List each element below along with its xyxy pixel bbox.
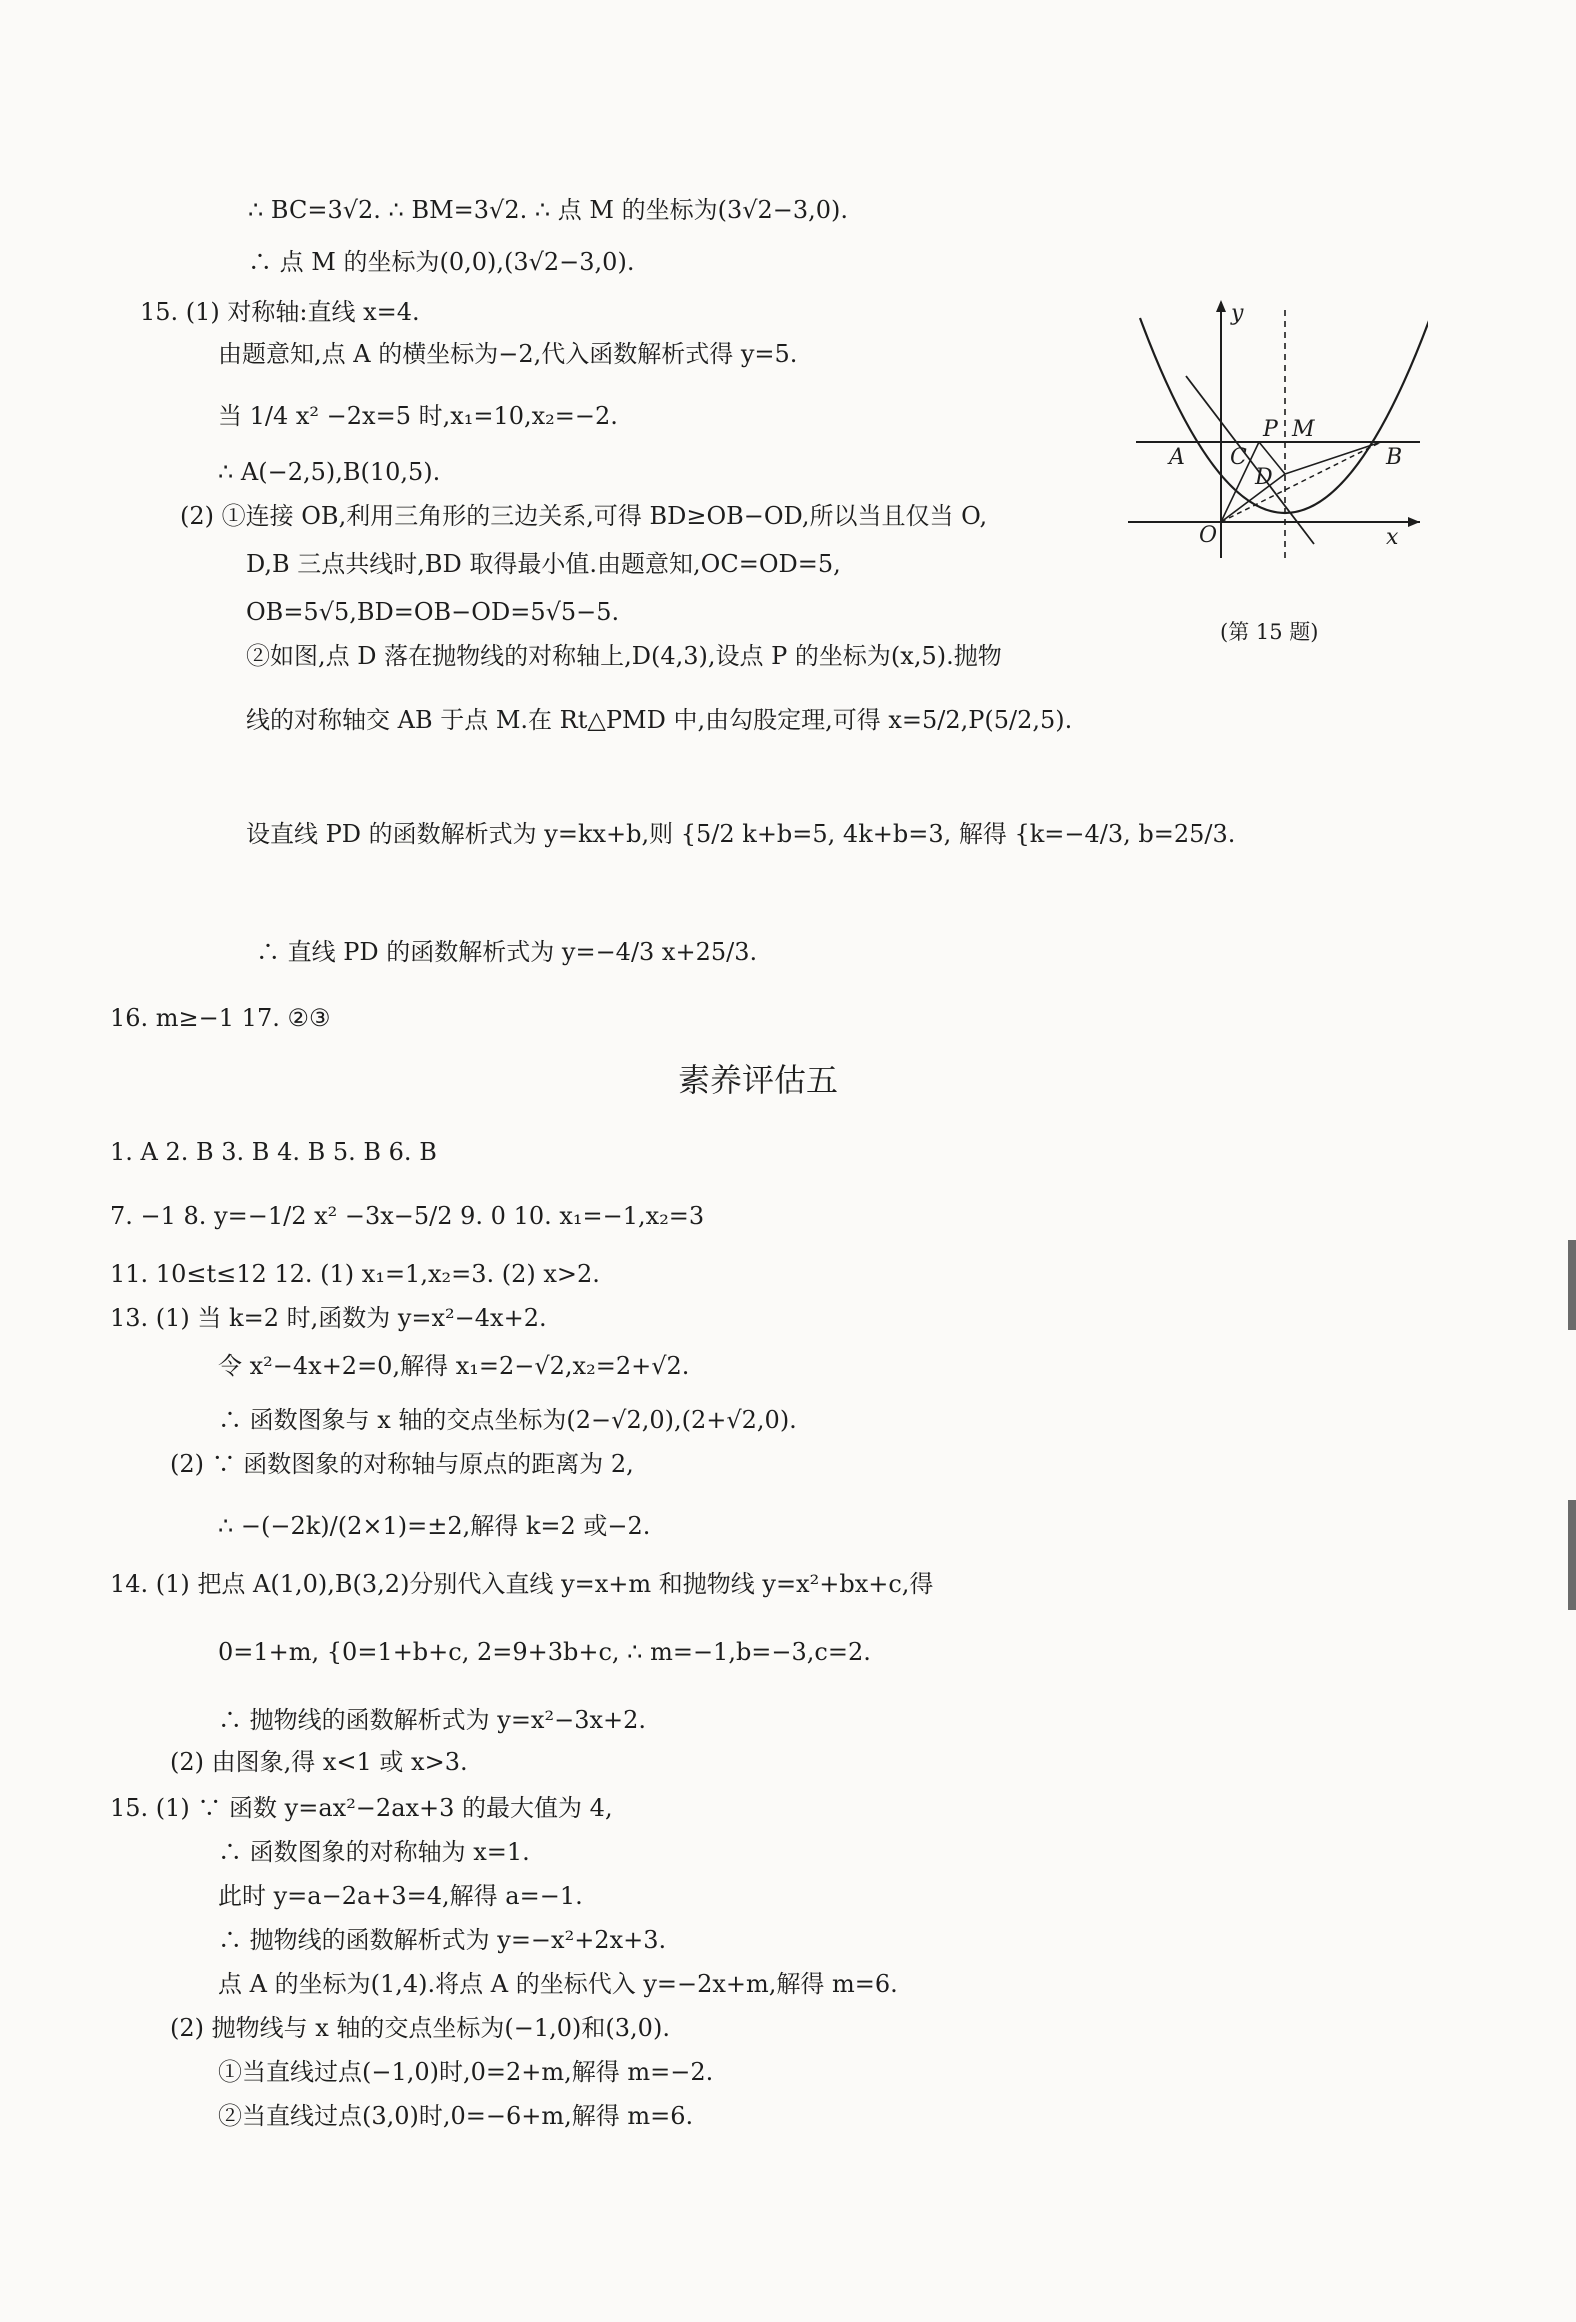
text-line: 11. 10≤t≤12 12. (1) x₁=1,x₂=3. (2) x>2. [110,1260,600,1288]
x-axis-arrow [1408,517,1420,527]
text-line: (2) ∵ 函数图象的对称轴与原点的距离为 2, [170,1450,634,1478]
segment-od [1221,474,1285,522]
section-title: 素养评估五 [678,1061,839,1099]
text-line: 此时 y=a−2a+3=4,解得 a=−1. [218,1882,583,1910]
text-line: 16. m≥−1 17. ②③ [110,1004,331,1032]
text-line: (2) ①连接 OB,利用三角形的三边关系,可得 BD≥OB−OD,所以当且仅当 O, [180,502,988,530]
label-m: M [1292,417,1315,442]
text-line: ∴ 函数图象与 x 轴的交点坐标为(2−√2,0),(2+√2,0). [218,1406,797,1434]
text-line: ②当直线过点(3,0)时,0=−6+m,解得 m=6. [218,2102,694,2130]
label-c: C [1230,445,1247,470]
scan-edge-mark [1568,1240,1576,1330]
label-o: O [1199,523,1218,548]
text-line: (2) 抛物线与 x 轴的交点坐标为(−1,0)和(3,0). [170,2014,670,2042]
text-line: (2) 由图象,得 x<1 或 x>3. [170,1748,468,1776]
text-line: 13. (1) 当 k=2 时,函数为 y=x²−4x+2. [110,1304,547,1332]
figure-caption: (第 15 题) [1220,620,1319,644]
text-line: 令 x²−4x+2=0,解得 x₁=2−√2,x₂=2+√2. [218,1352,690,1380]
text-line: ∴ −(−2k)/(2×1)=±2,解得 k=2 或−2. [218,1512,651,1540]
text-line: 点 A 的坐标为(1,4).将点 A 的坐标代入 y=−2x+m,解得 m=6. [218,1970,898,1998]
label-p: P [1263,417,1278,442]
text-line: 设直线 PD 的函数解析式为 y=kx+b,则 {5/2 k+b=5, 4k+b=3, 解得 {k=−4/3, b=25/3. [246,820,1236,848]
text-line: ∴ 抛物线的函数解析式为 y=x²−3x+2. [218,1706,647,1734]
y-axis-arrow [1216,300,1226,312]
label-y: y [1231,301,1244,326]
label-d: D [1255,465,1273,490]
text-line: ∴ BC=3√2. ∴ BM=3√2. ∴ 点 M 的坐标为(3√2−3,0). [248,196,849,224]
text-line: ∴ A(−2,5),B(10,5). [218,458,441,486]
scan-edge-mark [1568,1500,1576,1610]
text-line: 1. A 2. B 3. B 4. B 5. B 6. B [110,1138,437,1166]
segment-db [1285,442,1381,474]
label-x: x [1386,525,1399,550]
label-a: A [1169,445,1185,470]
text-line: ②如图,点 D 落在抛物线的对称轴上,D(4,3),设点 P 的坐标为(x,5).抛物 [246,642,1002,670]
text-line: ∴ 函数图象的对称轴为 x=1. [218,1838,530,1866]
text-line: 0=1+m, {0=1+b+c, 2=9+3b+c, ∴ m=−1,b=−3,c=2. [218,1638,871,1666]
text-line: 由题意知,点 A 的横坐标为−2,代入函数解析式得 y=5. [218,340,798,368]
parabola-figure [1128,296,1428,566]
text-line: ∴ 直线 PD 的函数解析式为 y=−4/3 x+25/3. [256,938,758,966]
text-line: 14. (1) 把点 A(1,0),B(3,2)分别代入直线 y=x+m 和抛物线 y=x²+bx+c,得 [110,1570,934,1598]
text-line: 15. (1) 对称轴:直线 x=4. [140,298,420,326]
text-line: 当 1/4 x² −2x=5 时,x₁=10,x₂=−2. [218,402,618,430]
text-line: ∴ 抛物线的函数解析式为 y=−x²+2x+3. [218,1926,667,1954]
label-b: B [1386,445,1403,470]
text-line: D,B 三点共线时,BD 取得最小值.由题意知,OC=OD=5, [246,550,841,578]
parabola-curve [1140,318,1428,513]
text-line: 15. (1) ∵ 函数 y=ax²−2ax+3 的最大值为 4, [110,1794,613,1822]
text-line: ①当直线过点(−1,0)时,0=2+m,解得 m=−2. [218,2058,714,2086]
text-line: OB=5√5,BD=OB−OD=5√5−5. [246,598,620,626]
text-line: ∴ 点 M 的坐标为(0,0),(3√2−3,0). [248,248,635,276]
text-line: 7. −1 8. y=−1/2 x² −3x−5/2 9. 0 10. x₁=−1,x₂=3 [110,1202,705,1230]
text-line: 线的对称轴交 AB 于点 M.在 Rt△PMD 中,由勾股定理,可得 x=5/2,P(5/2,5). [246,706,1073,734]
